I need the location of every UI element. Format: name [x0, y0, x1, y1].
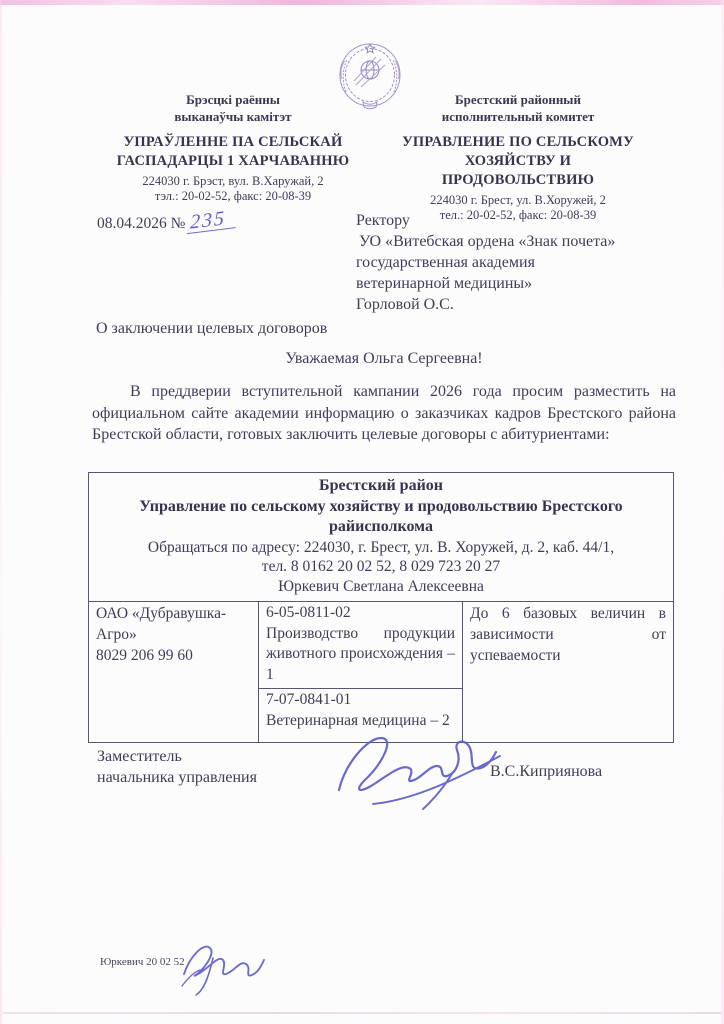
handwritten-signature: [333, 728, 505, 816]
employer-phone: 8029 206 99 60: [96, 647, 193, 664]
executor-note: Юркевич 20 02 52: [100, 956, 185, 968]
specialty-name: Производство продукции животного происхождения – 1: [266, 624, 455, 683]
letterhead-left: [103, 92, 363, 204]
addressee-block: [356, 210, 666, 315]
addressee-line: Горловой О.С.: [356, 296, 454, 313]
left-dept-line1: УПРАЎЛЕННЕ ПА СЕЛЬСКАЙ: [123, 134, 343, 150]
right-dept-line2: ХОЗЯЙСТВУ И ПРОДОВОЛЬСТВИЮ: [441, 153, 595, 188]
number-sign: №: [170, 215, 186, 232]
left-dept-line2: ГАСПАДАРЦЫ 1 ХАРЧАВАННЮ: [116, 153, 350, 169]
left-phone: тэл.: 20-02-52, факс: 20-08-39: [154, 189, 312, 203]
dateline: [97, 207, 236, 234]
signer-position-line2: начальника управления: [97, 769, 257, 786]
specialty-code: 7-07-0841-01: [266, 691, 352, 708]
right-committee-line1: Брестский районный: [455, 92, 581, 107]
info-table: [88, 472, 674, 743]
subject-line: О заключении целевых договоров: [96, 320, 328, 337]
left-address: 224030 г. Брэст, вул. В.Харужай, 2: [142, 174, 324, 188]
scan-edge-left: [0, 0, 2, 1024]
signer-position: [97, 746, 257, 788]
right-phone: тел.: 20-02-52, факс: 20-08-39: [439, 208, 597, 222]
specialty-name: Ветеринарная медицина – 2: [266, 711, 450, 729]
right-committee-line2: исполнительный комитет: [441, 108, 595, 124]
addressee-line: ветеринарной медицины»: [356, 275, 533, 292]
left-committee-line2: выканаўчы камітэт: [174, 108, 292, 124]
table-address: Обращаться по адресу: 224030, г. Брест, ул. В. Хоружей, д. 2, каб. 44/1,: [147, 538, 615, 556]
scan-edge-bottom: [3, 1012, 721, 1014]
table-phones: тел. 8 0162 20 02 52, 8 029 723 20 27: [261, 558, 501, 575]
scan-edge-top: [0, 0, 724, 5]
specialties-cell: [259, 602, 463, 742]
table-contact-person: Юркевич Светлана Алексеевна: [278, 577, 484, 595]
body-paragraph: В преддверии вступительной кампании 2026 года просим разместить на официальном сайте академии информацию о заказчиках кадров Брестского района Брестской области, готовых заключить целевые договоры с абитуриентами:: [92, 383, 676, 443]
signer-position-line1: Заместитель: [97, 748, 182, 765]
date-text: 08.04.2026: [97, 215, 167, 232]
specialty-code: 6-05-0811-02: [266, 604, 351, 621]
addressee-line: Ректору: [356, 212, 410, 229]
handwritten-document-number: 235: [187, 207, 236, 234]
executor-handwritten-signature: [180, 934, 266, 998]
table-body-row: [89, 602, 673, 742]
employer-name: ОАО «Дубравушка-Агро»: [96, 605, 227, 643]
addressee-line: УО «Витебская ордена «Знак почета»: [359, 233, 616, 250]
table-district: Брестский район: [318, 477, 444, 494]
right-dept-line1: УПРАВЛЕНИЕ ПО СЕЛЬСКОМУ: [402, 134, 634, 150]
signer-name: В.С.Киприянова: [490, 763, 603, 780]
left-committee-line1: Брэсцкі раённы: [186, 92, 280, 107]
letterhead-right: [392, 92, 644, 223]
employer-cell: [89, 602, 259, 742]
specialty-item: [259, 602, 462, 689]
salutation: Уважаемая Ольга Сергеевна!: [285, 350, 483, 367]
support-cell: До 6 базовых величин в зависимости от успеваемости: [470, 605, 666, 664]
table-organization: Управление по сельскому хозяйству и продовольствию Брестского райисполкома: [139, 497, 623, 535]
table-header-cell: [89, 473, 673, 602]
addressee-line: государственная академия: [356, 254, 535, 271]
right-address: 224030 г. Брест, ул. В.Хоружей, 2: [430, 193, 606, 207]
